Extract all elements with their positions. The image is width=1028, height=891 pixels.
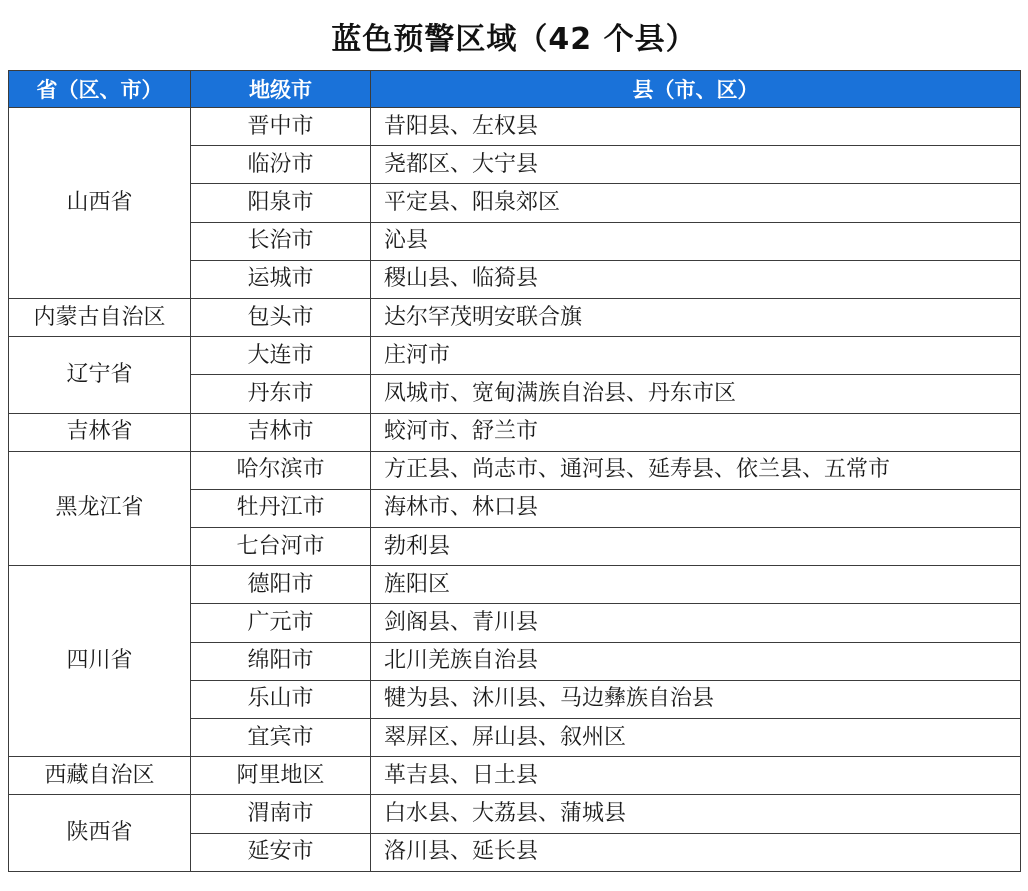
city-cell: 宜宾市 <box>191 719 371 757</box>
county-cell: 洛川县、延长县 <box>371 833 1021 871</box>
header-province: 省（区、市） <box>9 71 191 108</box>
county-cell: 剑阁县、青川县 <box>371 604 1021 642</box>
table-row <box>9 451 1021 489</box>
county-cell: 旌阳区 <box>371 566 1021 604</box>
city-cell: 乐山市 <box>191 680 371 718</box>
city-cell: 阳泉市 <box>191 184 371 222</box>
county-cell: 达尔罕茂明安联合旗 <box>371 298 1021 336</box>
city-cell: 丹东市 <box>191 375 371 413</box>
city-cell: 运城市 <box>191 260 371 298</box>
table-row <box>9 298 1021 336</box>
table-row <box>9 337 1021 375</box>
county-cell: 凤城市、宽甸满族自治县、丹东市区 <box>371 375 1021 413</box>
county-cell: 蛟河市、舒兰市 <box>371 413 1021 451</box>
county-cell: 勃利县 <box>371 528 1021 566</box>
table-row <box>9 413 1021 451</box>
county-cell: 犍为县、沐川县、马边彝族自治县 <box>371 680 1021 718</box>
county-cell: 庄河市 <box>371 337 1021 375</box>
city-cell: 牡丹江市 <box>191 489 371 527</box>
warning-region-table <box>8 70 1021 872</box>
table-row <box>9 795 1021 833</box>
city-cell: 阿里地区 <box>191 757 371 795</box>
province-cell: 四川省 <box>9 566 191 757</box>
table-body <box>9 108 1021 872</box>
county-cell: 平定县、阳泉郊区 <box>371 184 1021 222</box>
county-cell: 革吉县、日土县 <box>371 757 1021 795</box>
city-cell: 绵阳市 <box>191 642 371 680</box>
city-cell: 广元市 <box>191 604 371 642</box>
province-cell: 山西省 <box>9 108 191 299</box>
table-row <box>9 566 1021 604</box>
county-cell: 北川羌族自治县 <box>371 642 1021 680</box>
city-cell: 长治市 <box>191 222 371 260</box>
county-cell: 昔阳县、左权县 <box>371 108 1021 146</box>
province-cell: 吉林省 <box>9 413 191 451</box>
province-cell: 内蒙古自治区 <box>9 298 191 336</box>
city-cell: 渭南市 <box>191 795 371 833</box>
province-cell: 黑龙江省 <box>9 451 191 566</box>
county-cell: 稷山县、临猗县 <box>371 260 1021 298</box>
header-city: 地级市 <box>191 71 371 108</box>
city-cell: 德阳市 <box>191 566 371 604</box>
table-header-row <box>9 71 1021 108</box>
page-title: 蓝色预警区域（42 个县） <box>331 22 697 57</box>
city-cell: 大连市 <box>191 337 371 375</box>
table-row <box>9 757 1021 795</box>
city-cell: 七台河市 <box>191 528 371 566</box>
header-county: 县（市、区） <box>371 71 1021 108</box>
county-cell: 沁县 <box>371 222 1021 260</box>
table-row <box>9 108 1021 146</box>
city-cell: 吉林市 <box>191 413 371 451</box>
city-cell: 晋中市 <box>191 108 371 146</box>
city-cell: 哈尔滨市 <box>191 451 371 489</box>
province-cell: 辽宁省 <box>9 337 191 413</box>
city-cell: 临汾市 <box>191 146 371 184</box>
county-cell: 翠屏区、屏山县、叙州区 <box>371 719 1021 757</box>
county-cell: 海林市、林口县 <box>371 489 1021 527</box>
province-cell: 陕西省 <box>9 795 191 871</box>
county-cell: 尧都区、大宁县 <box>371 146 1021 184</box>
city-cell: 延安市 <box>191 833 371 871</box>
province-cell: 西藏自治区 <box>9 757 191 795</box>
county-cell: 方正县、尚志市、通河县、延寿县、依兰县、五常市 <box>371 451 1021 489</box>
city-cell: 包头市 <box>191 298 371 336</box>
county-cell: 白水县、大荔县、蒲城县 <box>371 795 1021 833</box>
